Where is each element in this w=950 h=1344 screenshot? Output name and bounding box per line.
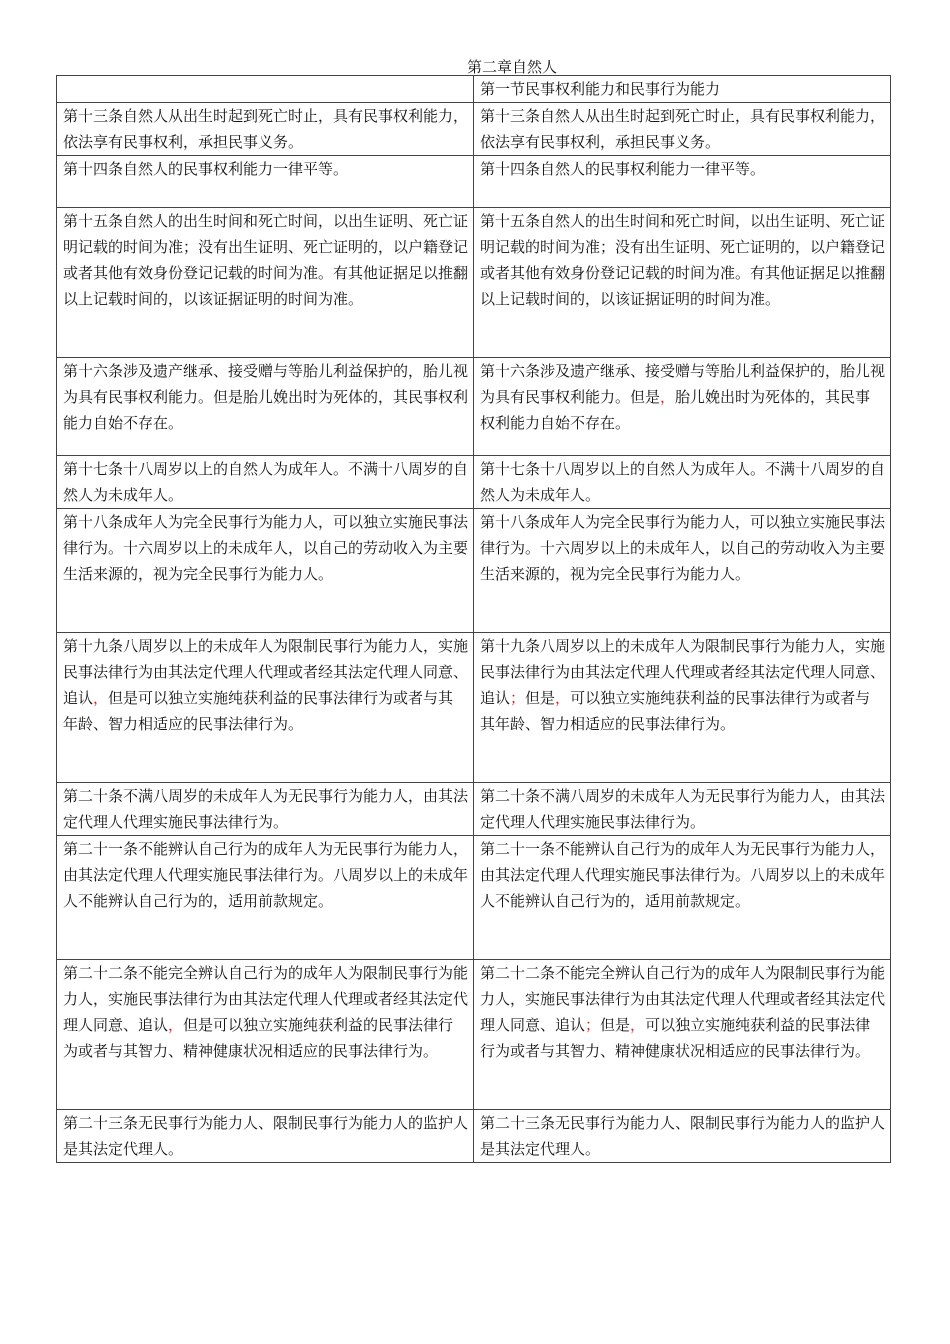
table-row [57, 456, 891, 509]
section-title: 第一节民事权利能力和民事行为能力 [474, 76, 891, 103]
table-row [57, 208, 891, 358]
left-cell: 第十三条自然人从出生时起到死亡时止，具有民事权利能力，依法享有民事权利，承担民事义务。 [57, 103, 474, 156]
right-cell [474, 633, 891, 783]
text-segment: 第十九条八周岁以上的未成年人为限制民事行为能力人，实施民事法律行为由其法定代理人代理或者经其法定代理人同意、追认 [480, 637, 886, 707]
left-cell-empty [57, 76, 474, 103]
right-cell: 第二十条不满八周岁的未成年人为无民事行为能力人，由其法定代理人代理实施民事法律行为。 [474, 783, 891, 836]
chapter-title: 第二章自然人 [466, 58, 557, 76]
text-segment: 胎儿娩出时为死体的，其民事权利能力自始不存在。 [480, 388, 871, 432]
right-cell: 第十五条自然人的出生时间和死亡时间，以出生证明、死亡证明记载的时间为准；没有出生证明、死亡证明的，以户籍登记或者其他有效身份登记记载的时间为准。有其他证据足以推翻以上记载时间的，以该证据证明的时间为准。 [474, 208, 891, 358]
table-row [57, 783, 891, 836]
right-cell [474, 358, 891, 456]
table-row [57, 509, 891, 633]
highlight-mark: ， [660, 388, 676, 406]
left-cell: 第十四条自然人的民事权利能力一律平等。 [57, 156, 474, 208]
left-cell: 第二十一条不能辨认自己行为的成年人为无民事行为能力人，由其法定代理人代理实施民事法律行为。八周岁以上的未成年人不能辨认自己行为的，适用前款规定。 [57, 836, 474, 960]
right-cell: 第十三条自然人从出生时起到死亡时止，具有民事权利能力，依法享有民事权利，承担民事义务。 [474, 103, 891, 156]
right-cell [474, 960, 891, 1110]
table-row [57, 960, 891, 1110]
highlight-mark: ； [585, 1016, 601, 1034]
text-segment: 第二十二条不能完全辨认自己行为的成年人为限制民事行为能力人，实施民事法律行为由其法定代理人代理或者经其法定代理人同意、追认 [480, 964, 886, 1034]
table-row [57, 76, 891, 103]
left-cell: 第二十条不满八周岁的未成年人为无民事行为能力人，由其法定代理人代理实施民事法律行为。 [57, 783, 474, 836]
highlight-mark: ， [630, 1016, 646, 1034]
table-row [57, 633, 891, 783]
left-cell: 第十八条成年人为完全民事行为能力人，可以独立实施民事法律行为。十六周岁以上的未成年人，以自己的劳动收入为主要生活来源的，视为完全民事行为能力人。 [57, 509, 474, 633]
highlight-mark: ， [555, 689, 571, 707]
comparison-table [56, 75, 891, 1163]
text-segment: 可以独立实施纯获利益的民事法律行为或者与其年龄、智力相适应的民事法律行为。 [480, 689, 871, 733]
highlight-mark: ， [93, 689, 109, 707]
table-row [57, 836, 891, 960]
left-cell: 第十六条涉及遗产继承、接受赠与等胎儿利益保护的，胎儿视为具有民事权利能力。但是胎儿娩出时为死体的，其民事权利能力自始不存在。 [57, 358, 474, 456]
highlight-mark: ； [510, 689, 526, 707]
right-cell: 第十七条十八周岁以上的自然人为成年人。不满十八周岁的自然人为未成年人。 [474, 456, 891, 509]
table-row [57, 1110, 891, 1163]
text-segment: 第十九条八周岁以上的未成年人为限制民事行为能力人，实施民事法律行为由其法定代理人代理或者经其法定代理人同意、追认 [63, 637, 469, 707]
text-segment: 但是 [525, 689, 556, 707]
right-cell: 第二十一条不能辨认自己行为的成年人为无民事行为能力人，由其法定代理人代理实施民事法律行为。八周岁以上的未成年人不能辨认自己行为的，适用前款规定。 [474, 836, 891, 960]
text-segment: 第二十二条不能完全辨认自己行为的成年人为限制民事行为能力人，实施民事法律行为由其法定代理人代理或者经其法定代理人同意、追认 [63, 964, 469, 1034]
left-cell: 第十七条十八周岁以上的自然人为成年人。不满十八周岁的自然人为未成年人。 [57, 456, 474, 509]
table-row [57, 103, 891, 156]
table-row [57, 156, 891, 208]
text-segment: 第十六条涉及遗产继承、接受赠与等胎儿利益保护的，胎儿视为具有民事权利能力。但是 [480, 362, 886, 406]
text-segment: 但是可以独立实施纯获利益的民事法律行为或者与其年龄、智力相适应的民事法律行为。 [63, 689, 454, 733]
right-cell: 第十八条成年人为完全民事行为能力人，可以独立实施民事法律行为。十六周岁以上的未成年人，以自己的劳动收入为主要生活来源的，视为完全民事行为能力人。 [474, 509, 891, 633]
text-segment: 但是可以独立实施纯获利益的民事法律行为或者与其智力、精神健康状况相适应的民事法律行为。 [63, 1016, 454, 1060]
table-row [57, 358, 891, 456]
left-cell: 第十五条自然人的出生时间和死亡时间，以出生证明、死亡证明记载的时间为准；没有出生证明、死亡证明的，以户籍登记或者其他有效身份登记记载的时间为准。有其他证据足以推翻以上记载时间的，以该证据证明的时间为准。 [57, 208, 474, 358]
highlight-mark: ， [168, 1016, 184, 1034]
right-cell: 第十四条自然人的民事权利能力一律平等。 [474, 156, 891, 208]
text-segment: 但是 [600, 1016, 631, 1034]
left-cell [57, 960, 474, 1110]
left-cell [57, 633, 474, 783]
right-cell: 第二十三条无民事行为能力人、限制民事行为能力人的监护人是其法定代理人。 [474, 1110, 891, 1163]
left-cell: 第二十三条无民事行为能力人、限制民事行为能力人的监护人是其法定代理人。 [57, 1110, 474, 1163]
text-segment: 可以独立实施纯获利益的民事法律行为或者与其智力、精神健康状况相适应的民事法律行为。 [480, 1016, 871, 1060]
